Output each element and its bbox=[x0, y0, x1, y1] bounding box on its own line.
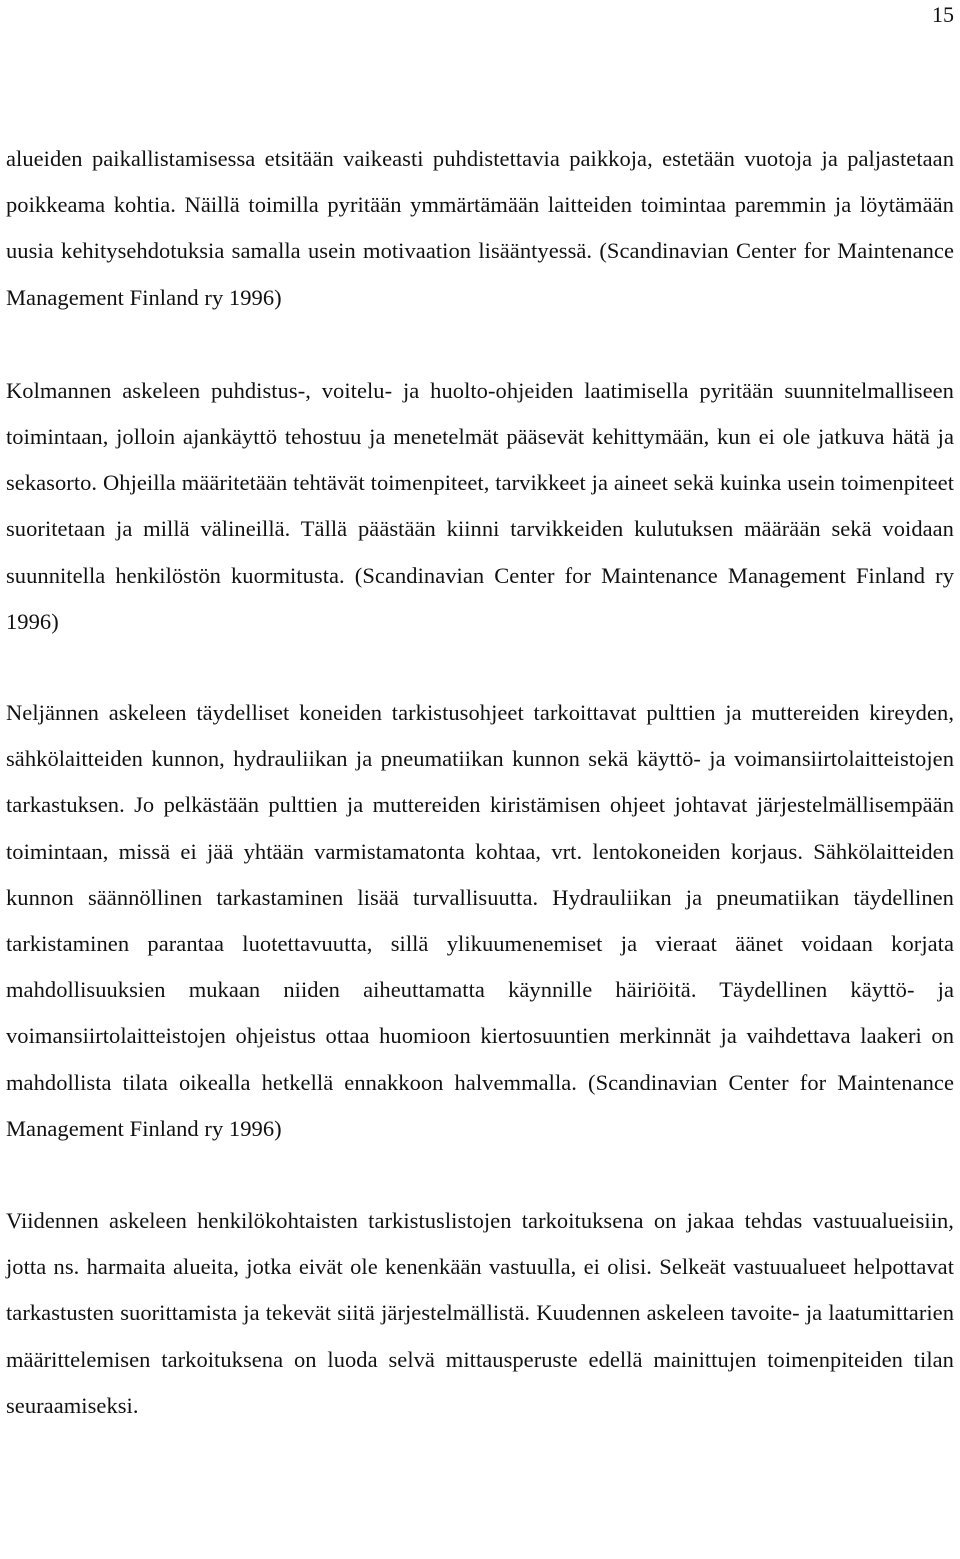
paragraph-2: Kolmannen askeleen puhdistus-, voitelu- ja huolto-ohjeiden laatimisella pyritään suunnitelmalliseen toimintaan, jolloin ajankäyttö tehostuu ja menetelmät pääsevät kehittymään, kun ei ole jatkuva hätä ja sekasorto. Ohjeilla määritetään tehtävät toimenpiteet, tarvikkeet ja aineet sekä kuinka usein toimenpiteet suoritetaan ja millä välineillä. Tällä päästään kiinni tarvikkeiden kulutuksen määrään sekä voidaan suunnitella henkilöstön kuormitusta. (Scandinavian Center for Maintenance Management Finland ry 1996) bbox=[6, 377, 954, 634]
body-text bbox=[6, 136, 954, 1429]
paragraph-4: Viidennen askeleen henkilökohtaisten tarkistuslistojen tarkoituksena on jakaa tehdas vastuualueisiin, jotta ns. harmaita alueita, jotka eivät ole kenenkään vastuulla, ei olisi. Selkeät vastuualueet helpottavat tarkastusten suorittamista ja tekevät siitä järjestelmällistä. Kuudennen askeleen tavoite- ja laatumittarien määrittelemisen tarkoituksena on luoda selvä mittausperuste edellä mainittujen toimenpiteiden tilan seuraamiseksi. bbox=[6, 1208, 954, 1418]
paragraph-1: alueiden paikallistamisessa etsitään vaikeasti puhdistettavia paikkoja, estetään vuotoja ja paljastetaan poikkeama kohtia. Näillä toimilla pyritään ymmärtämään laitteiden toimintaa paremmin ja löytämään uusia kehitysehdotuksia samalla usein motivaation lisääntyessä. (Scandinavian Center for Maintenance Management Finland ry 1996) bbox=[6, 146, 954, 310]
paragraph-3: Neljännen askeleen täydelliset koneiden tarkistusohjeet tarkoittavat pulttien ja muttereiden kireyden, sähkölaitteiden kunnon, hydrauliikan ja pneumatiikan kunnon sekä käyttö- ja voimansiirtolaitteistojen tarkastuksen. Jo pelkästään pulttien ja muttereiden kiristämisen ohjeet johtavat järjestelmällisempään toimintaan, missä ei jää yhtään varmistamatonta kohtaa, vrt. lentokoneiden korjaus. Sähkölaitteiden kunnon säännöllinen tarkastaminen lisää turvallisuutta. Hydrauliikan ja pneumatiikan täydellinen tarkistaminen parantaa luotettavuutta, sillä ylikuumenemiset ja vieraat äänet voidaan korjata mahdollisuuksien mukaan niiden aiheuttamatta käynnille häiriöitä. Täydellinen käyttö- ja voimansiirtolaitteistojen ohjeistus ottaa huomioon kiertosuuntien merkinnät ja vaihdettava laakeri on mahdollista tilata oikealla hetkellä ennakkoon halvemmalla. (Scandinavian Center for Maintenance Management Finland ry 1996) bbox=[6, 700, 954, 1141]
page-number: 15 bbox=[932, 2, 954, 27]
